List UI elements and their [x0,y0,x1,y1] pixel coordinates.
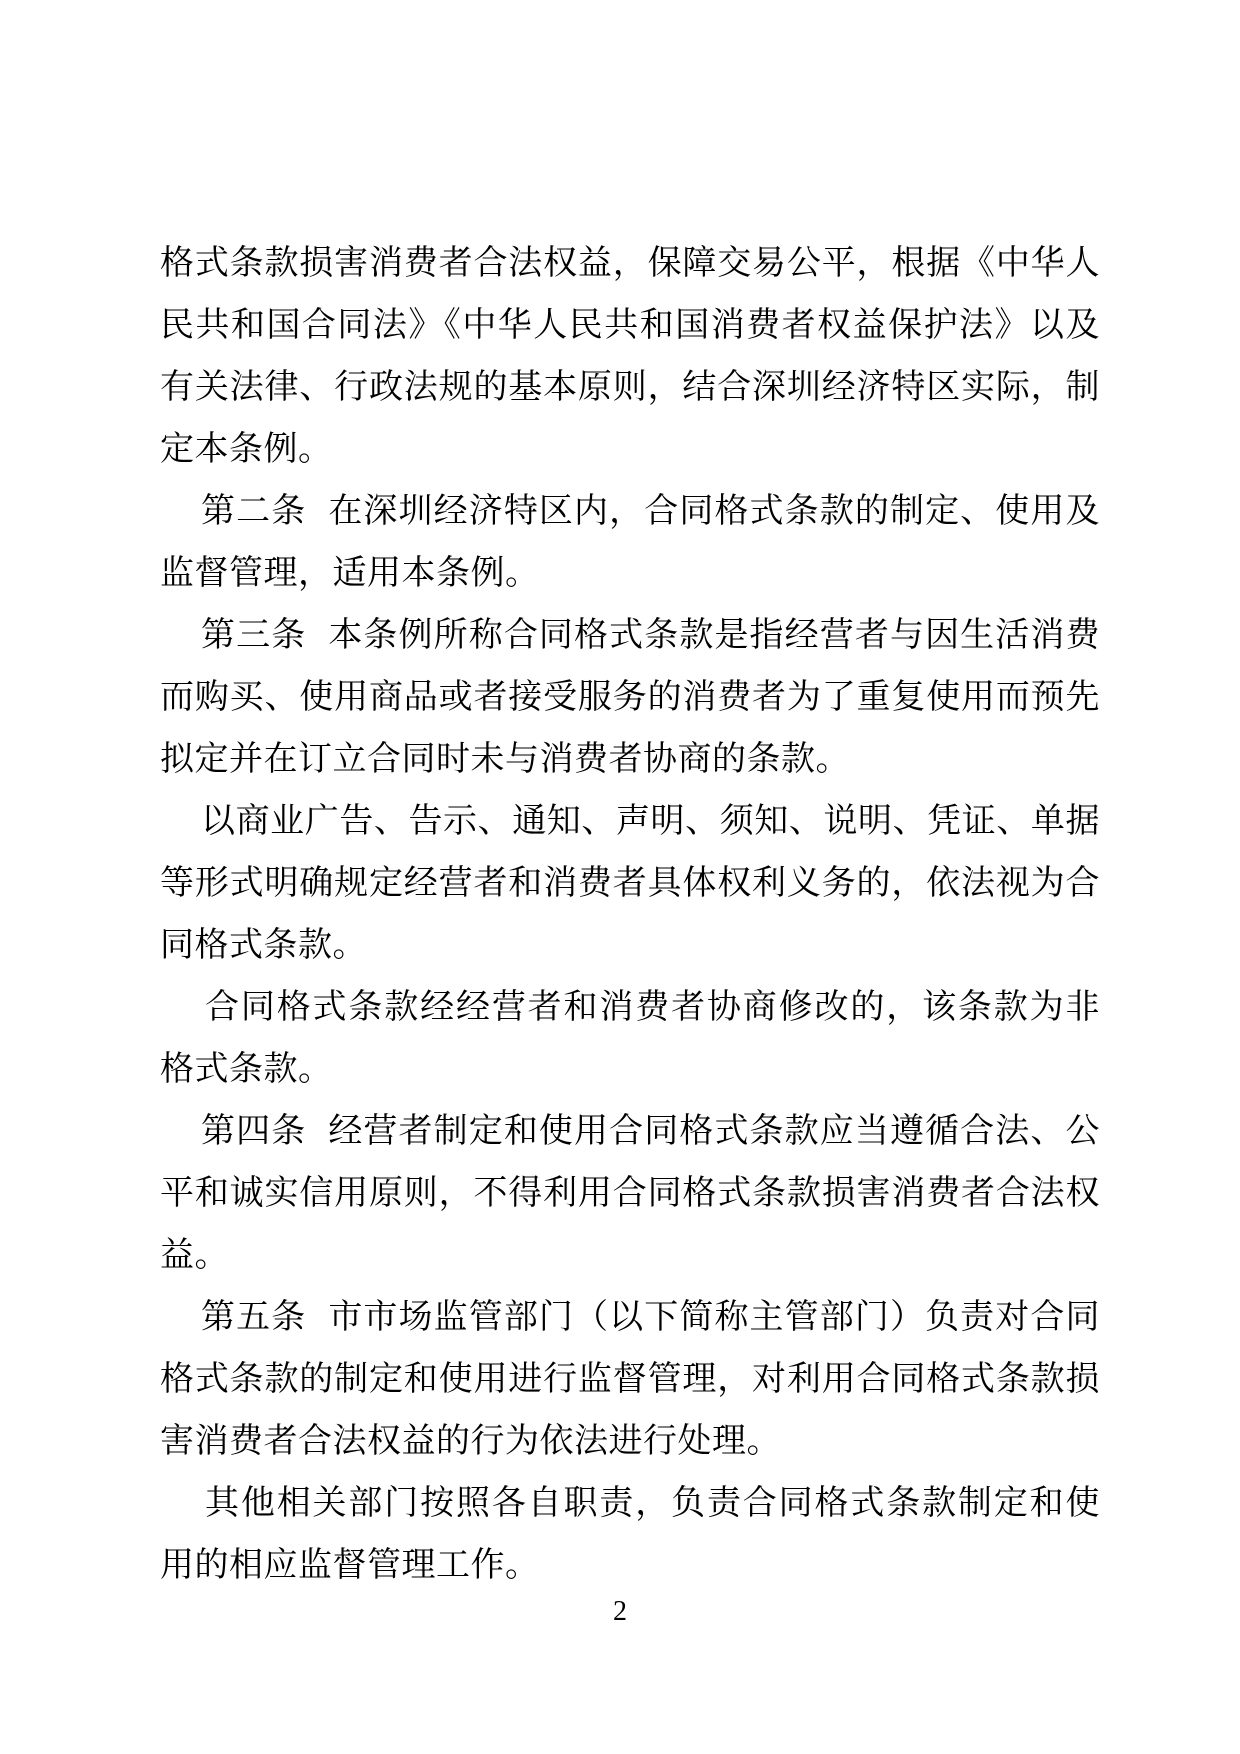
article-5-subparagraph-2 [160,1472,1100,1596]
paragraph-text: 市市场监管部门（以下简称主管部门）负责对合同格式条款的制定和使用进行监督管理，对利用合同格式条款损害消费者合法权益的行为依法进行处理。 [160,1297,1100,1461]
page-number: 2 [613,1596,627,1627]
paragraph-continuation [160,232,1100,480]
paragraph-text: 合同格式条款经经营者和消费者协商修改的，该条款为非格式条款。 [160,987,1100,1089]
article-3-subparagraph-2 [160,790,1100,976]
article-5-paragraph [160,1286,1100,1472]
paragraph-text: 在深圳经济特区内，合同格式条款的制定、使用及监督管理，适用本条例。 [160,491,1100,593]
article-number: 第三条 [201,615,307,655]
article-4-paragraph [160,1100,1100,1286]
article-2-paragraph [160,480,1100,604]
article-number: 第四条 [201,1111,307,1151]
article-3-subparagraph-3 [160,976,1100,1100]
paragraph-text: 以商业广告、告示、通知、声明、须知、说明、凭证、单据等形式明确规定经营者和消费者具体权利义务的，依法视为合同格式条款。 [160,801,1100,965]
paragraph-text: 经营者制定和使用合同格式条款应当遵循合法、公平和诚实信用原则，不得利用合同格式条款损害消费者合法权益。 [160,1111,1100,1275]
document-body [160,232,1100,1596]
paragraph-text: 本条例所称合同格式条款是指经营者与因生活消费而购买、使用商品或者接受服务的消费者为了重复使用而预先拟定并在订立合同时未与消费者协商的条款。 [160,615,1100,779]
article-3-paragraph [160,604,1100,790]
article-number: 第五条 [201,1297,307,1337]
paragraph-text: 其他相关部门按照各自职责，负责合同格式条款制定和使用的相应监督管理工作。 [160,1483,1100,1585]
article-number: 第二条 [201,491,307,531]
paragraph-text: 格式条款损害消费者合法权益，保障交易公平，根据《中华人民共和国合同法》《中华人民共和国消费者权益保护法》以及有关法律、行政法规的基本原则，结合深圳经济特区实际，制定本条例。 [160,243,1100,469]
